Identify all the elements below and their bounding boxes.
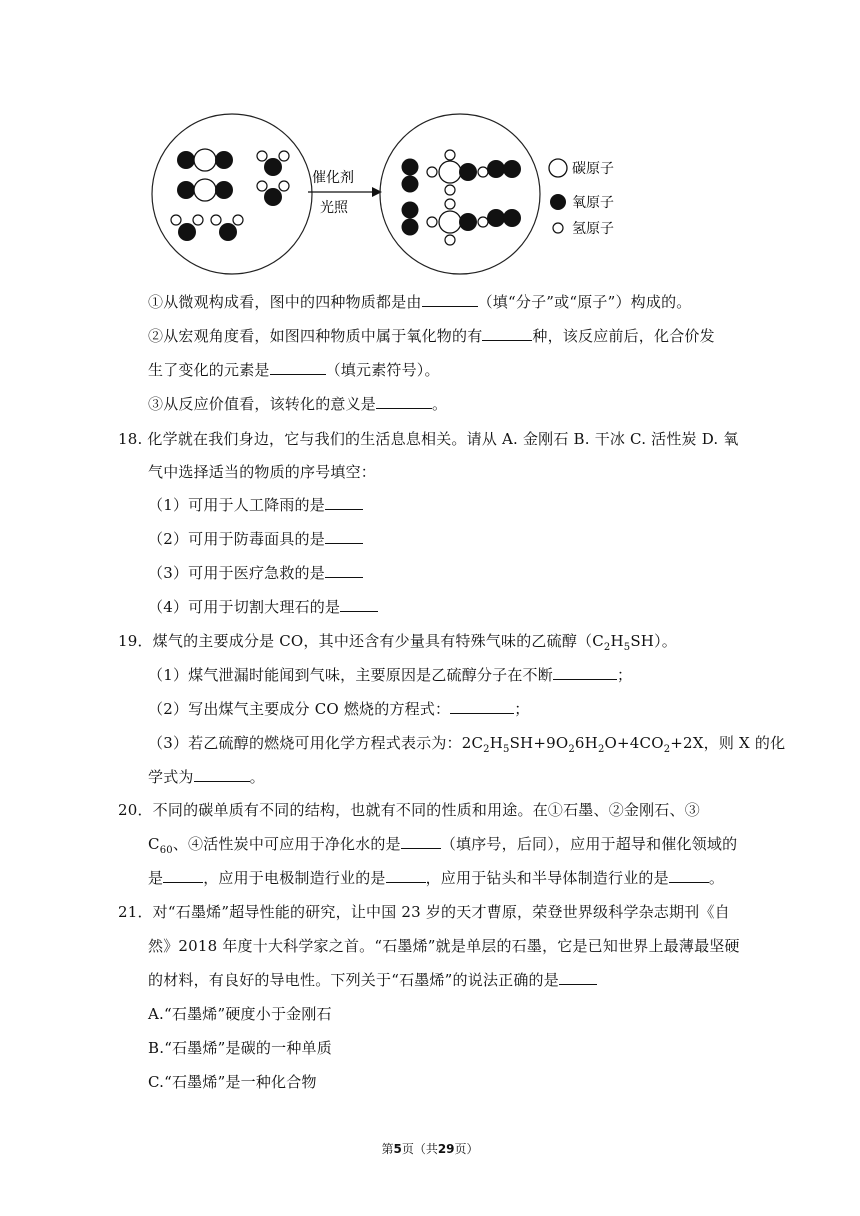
answer-blank[interactable] (340, 597, 378, 612)
page-total: 29 (437, 1142, 455, 1156)
carbon-atom-icon (549, 159, 567, 177)
answer-blank[interactable] (325, 495, 363, 510)
co2-molecule (177, 149, 233, 171)
q18-line-2: 气中选择适当的物质的序号填空： (148, 463, 377, 481)
reaction-diagram (150, 112, 650, 277)
answer-blank[interactable] (325, 529, 363, 544)
page-footer: 第5页（共29页） (381, 1142, 479, 1156)
legend-oxygen: 氧原子 (572, 195, 614, 211)
answer-blank[interactable] (482, 326, 532, 341)
answer-blank[interactable] (553, 665, 617, 680)
products-circle (380, 114, 540, 274)
answer-blank[interactable] (401, 834, 441, 849)
answer-blank[interactable] (194, 767, 250, 782)
q18-line-1: 18. 化学就在我们身边，它与我们的生活息息相关。请从 A. 金刚石 B. 干冰 C. 活性炭 D. 氧 (118, 430, 739, 448)
q17-item-3: ③从反应价值看，该转化的意义是 。 (148, 395, 448, 413)
oxygen-atom-icon (550, 194, 566, 210)
answer-blank[interactable] (163, 868, 203, 883)
q20-line-2: $C_{60}$、④活性炭中可应用于净化水的是 （填序号，后同），应用于超导和催化领域的 (148, 835, 738, 856)
q21-option-c: C.“石墨烯”是一种化合物 (148, 1073, 317, 1091)
q19-item-2: （2）写出煤气主要成分 CO 燃烧的方程式： ； (148, 700, 530, 718)
o2-molecule (487, 209, 521, 227)
answer-blank[interactable] (270, 360, 326, 375)
h2o-molecule (257, 151, 289, 176)
h2o-molecule (257, 181, 289, 206)
q21-line-1: 21．对“石墨烯”超导性能的研究，让中国 23 岁的天才曹原，荣登世界级科学杂志期刊《自 (118, 903, 730, 921)
q18-item-4: （4）可用于切割大理石的是 (148, 597, 378, 617)
legend-hydrogen: 氢原子 (572, 221, 614, 237)
methanol-molecule (427, 199, 488, 245)
h2o-molecule (171, 215, 203, 241)
answer-blank[interactable] (450, 699, 514, 714)
q17-item-1: ①从微观构成看，图中的四种物质都是由 （填“分子”或“原子”）构成的。 (148, 293, 692, 311)
q18-item-2: （2）可用于防毒面具的是 (148, 529, 363, 549)
hydrogen-atom-icon (553, 223, 563, 233)
answer-blank[interactable] (669, 868, 709, 883)
q18-item-1: （1）可用于人工降雨的是 (148, 495, 363, 515)
q17-item-2: ②从宏观角度看，如图四种物质中属于氧化物的有 种，该反应前后，化合价发 (148, 327, 715, 345)
legend-carbon: 碳原子 (572, 161, 614, 177)
h2o-molecule (211, 215, 243, 241)
arrow-top-label: 催化剂 (312, 170, 354, 186)
answer-blank[interactable] (376, 394, 432, 409)
q19-item-1: （1）煤气泄漏时能闻到气味，主要原因是乙硫醇分子在不断 ； (148, 666, 633, 684)
o2-molecule (402, 159, 419, 193)
legend (549, 159, 614, 237)
co2-molecule (177, 179, 233, 201)
page-number: 5 (393, 1142, 402, 1156)
q18-item-3: （3）可用于医疗急救的是 (148, 563, 363, 583)
o2-molecule (402, 202, 419, 236)
q20-line-1: 20．不同的碳单质有不同的结构，也就有不同的性质和用途。在①石墨、②金刚石、③ (118, 801, 700, 819)
q19-line-1: 19．煤气的主要成分是 CO，其中还含有少量具有特殊气味的乙硫醇$(C_2H_5SH)$。 (118, 632, 677, 653)
q21-option-a: A.“石墨烯”硬度小于金刚石 (148, 1005, 332, 1023)
o2-molecule (487, 160, 521, 178)
methanol-molecule (427, 150, 488, 195)
answer-blank[interactable] (559, 970, 597, 985)
q21-option-b: B.“石墨烯”是碳的一种单质 (148, 1039, 332, 1057)
q21-line-2: 然》2018 年度十大科学家之首。“石墨烯”就是单层的石墨，它是已知世界上最薄最坚硬 (148, 937, 740, 955)
q19-item-3: （3）若乙硫醇的燃烧可用化学方程式表示为：$2C_2H_5SH+9O_26H_2O+4CO_2+2X$，则 X 的化 (148, 734, 786, 755)
q17-item-2-cont: 生了变化的元素是 （填元素符号）。 (148, 361, 440, 379)
answer-blank[interactable] (325, 563, 363, 578)
q21-line-3: 的材料，有良好的导电性。下列关于“石墨烯”的说法正确的是 (148, 970, 597, 990)
answer-blank[interactable] (386, 868, 426, 883)
q19-item-3-cont: 学式为 。 (148, 768, 265, 786)
answer-blank[interactable] (422, 292, 478, 307)
q20-line-3: 是 ，应用于电极制造行业的是 ，应用于钻头和半导体制造行业的是 。 (148, 869, 725, 887)
arrow-bottom-label: 光照 (320, 200, 348, 216)
